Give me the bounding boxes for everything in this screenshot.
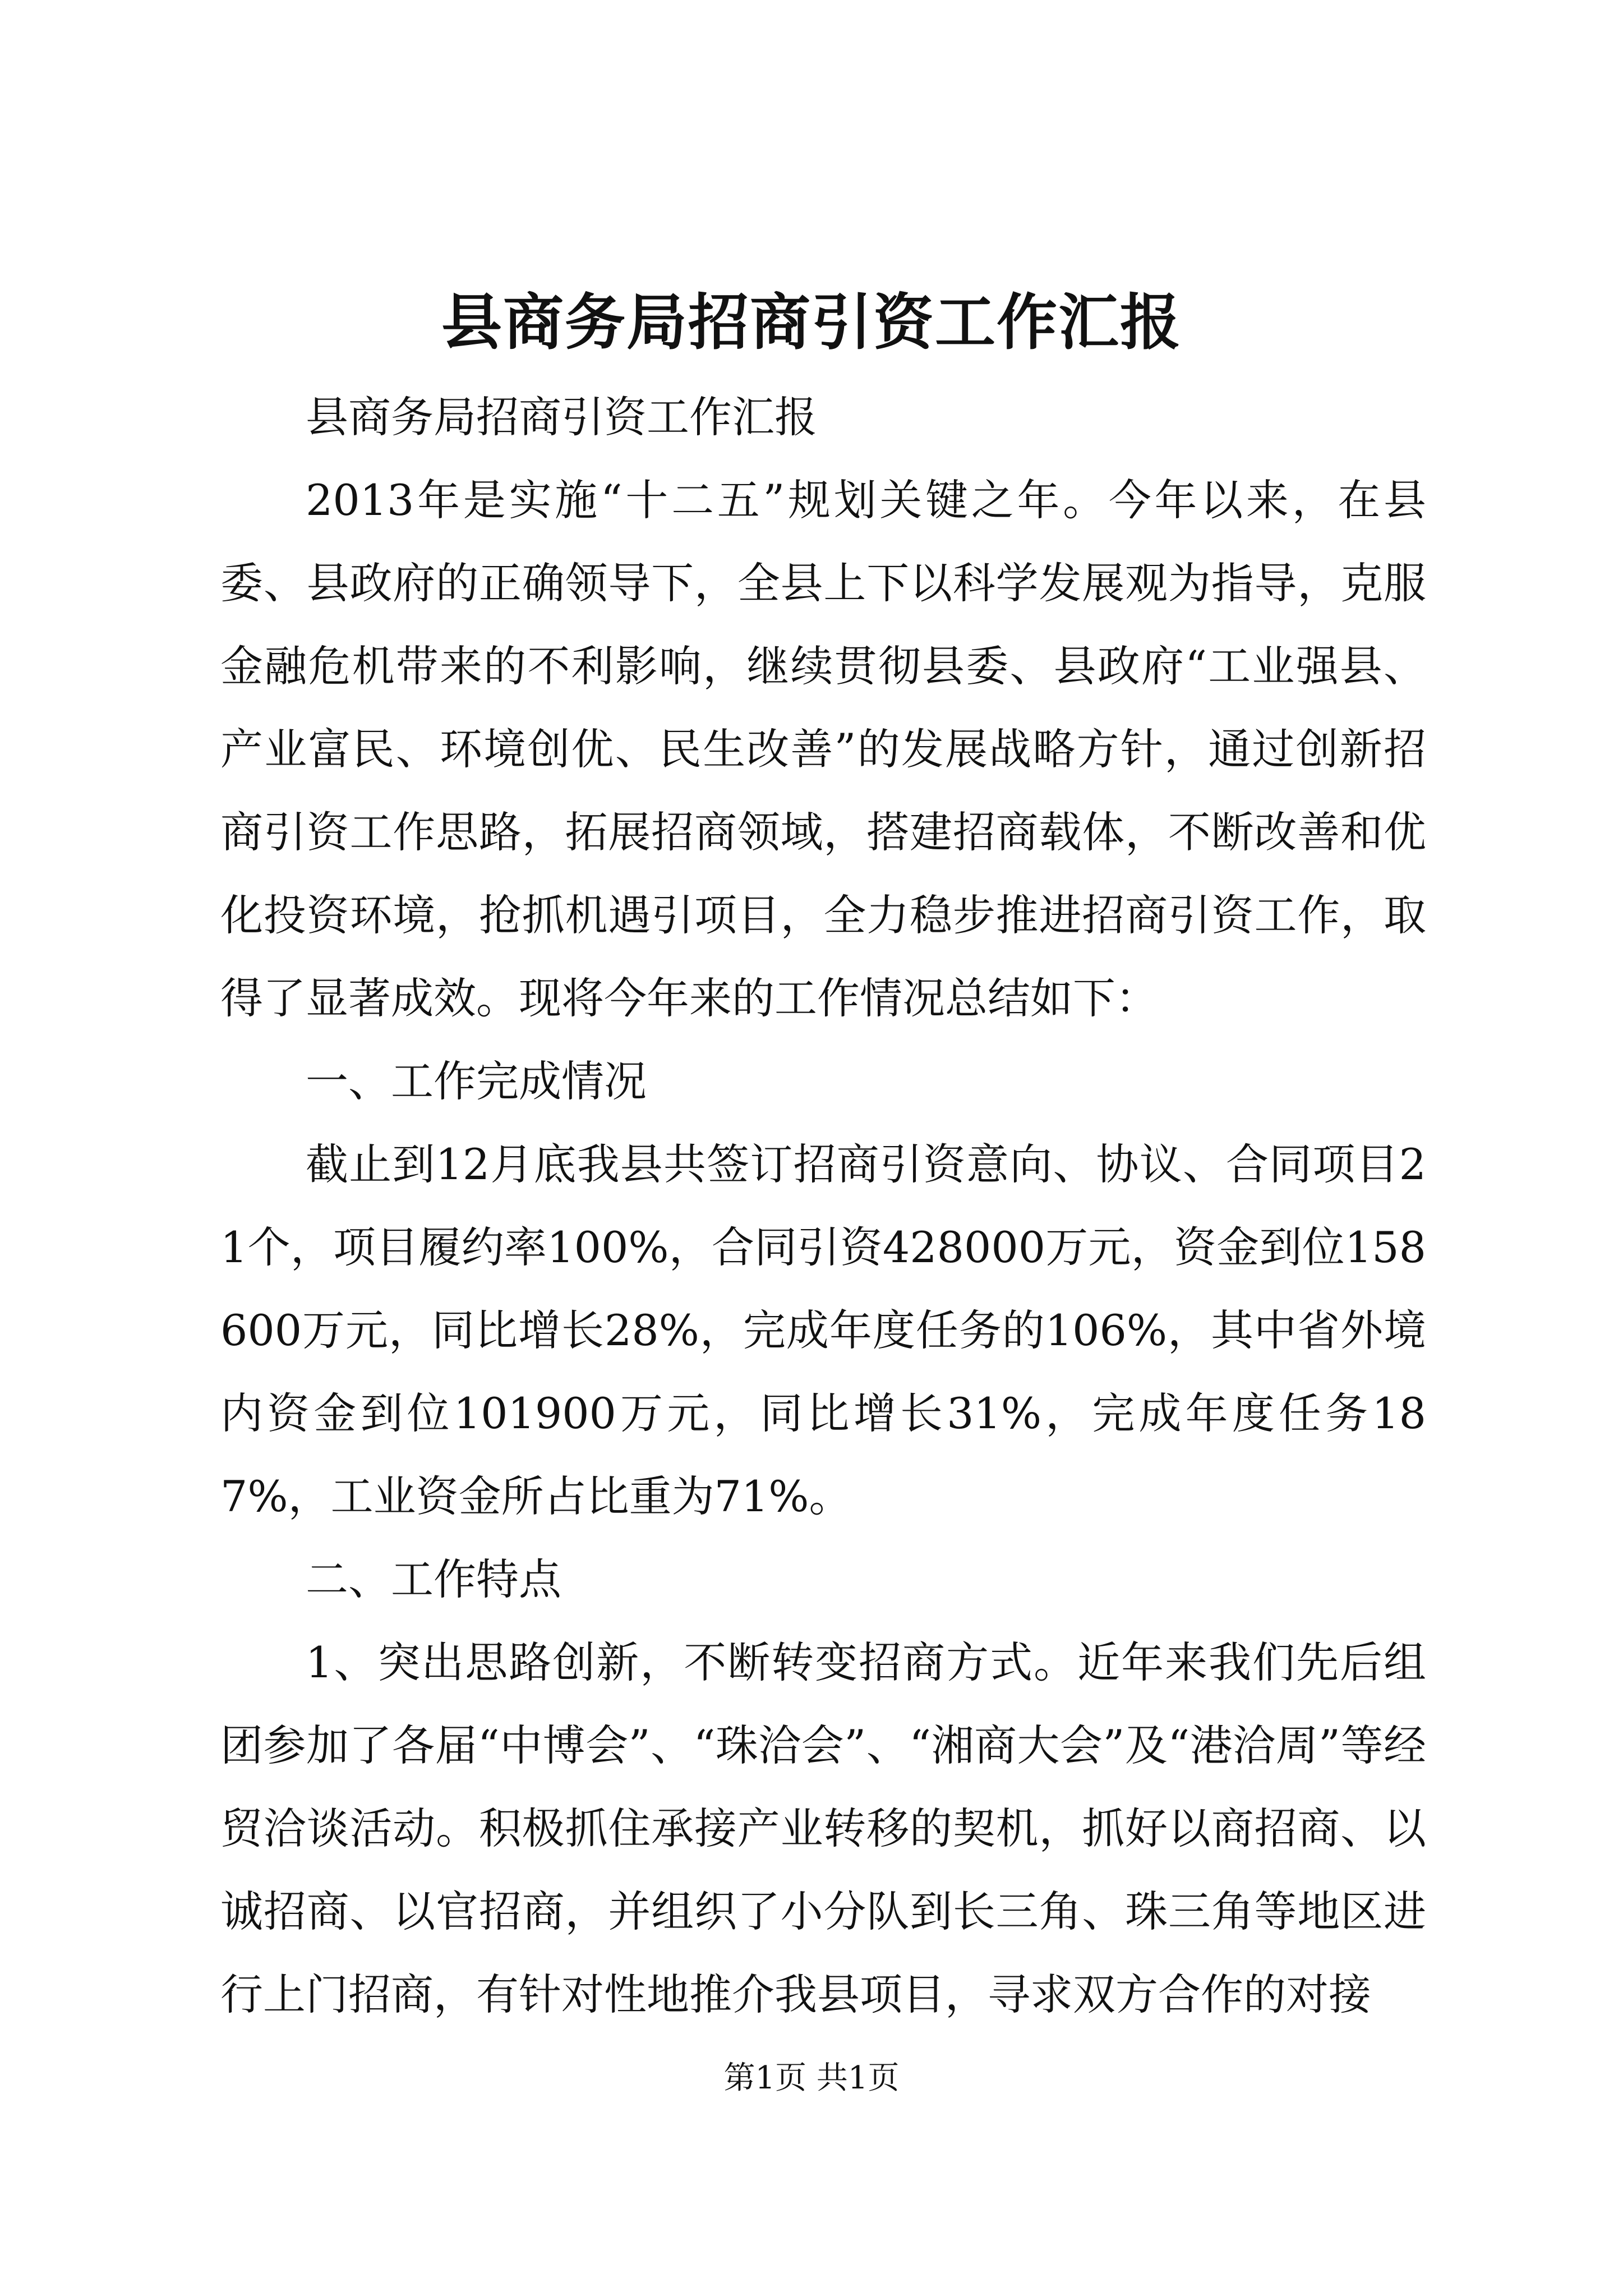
section-heading-1: 一、工作完成情况 bbox=[306, 1056, 647, 1106]
paragraph-feature-1: 1、突出思路创新，不断转变招商方式。近年来我们先后组团参加了各届“中博会”、“珠洽会”、“湘商大会”及“港洽周”等经贸洽谈活动。积极抓住承接产业转移的契机，抓好以商招商、以诚招商、以官招商，并组织了小分队到长三角、珠三角等地区进行上门招商，有针对性地推介我县项目，寻求双方合作的对接 bbox=[220, 1637, 1426, 2019]
paragraph-subtitle: 县商务局招商引资工作汇报 bbox=[306, 392, 817, 442]
paragraph-completion: 截止到12月底我县共签订招商引资意向、协议、合同项目21个，项目履约率100%，合同引资428000万元，资金到位158600万元，同比增长28%，完成年度任务的106%，其中省外境内资金到位101900万元，同比增长31%，完成年度任务187%，工业资金所占比重为71%。 bbox=[220, 1139, 1426, 1521]
paragraph-intro: 2013年是实施“十二五”规划关键之年。今年以来，在县委、县政府的正确领导下，全县上下以科学发展观为指导，克服金融危机带来的不利影响，继续贯彻县委、县政府“工业强县、产业富民、环境创优、民生改善”的发展战略方针，通过创新招商引资工作思路，拓展招商领域，搭建招商载体，不断改善和优化投资环境，抢抓机遇引项目，全力稳步推进招商引资工作，取得了显著成效。现将今年来的工作情况总结如下： bbox=[220, 475, 1426, 1023]
document-title: 县商务局招商引资工作汇报 bbox=[441, 287, 1182, 358]
page-footer: 第1页 共1页 bbox=[723, 2060, 900, 2096]
document-body bbox=[220, 376, 1426, 2036]
section-heading-2: 二、工作特点 bbox=[306, 1554, 561, 1604]
